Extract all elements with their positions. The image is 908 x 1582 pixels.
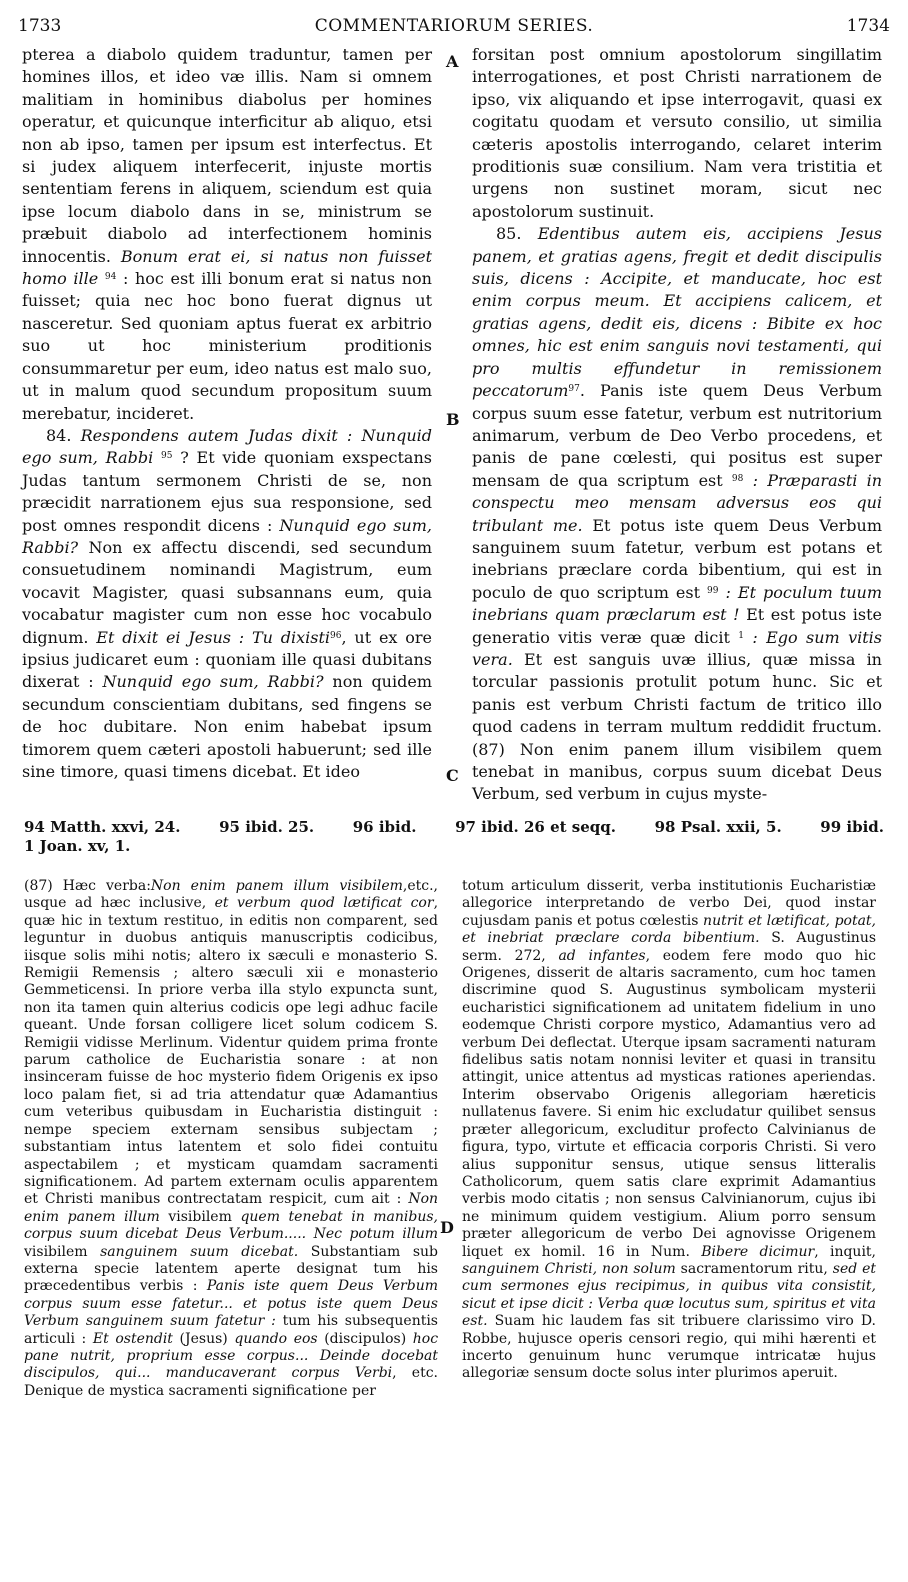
scripture-quote: Et dixit ei Jesus : Tu dixisti [96,627,331,647]
paragraph: forsitan post omnium apostolorum singillatim interrogationes, et post Christi narrationem de ipso, vix aliquando et ipse interrogavit, quasi ex cogitatu quodam et versuto consilio, ut similia cæteris apostolis interrogando, celaret interim proditionis suæ consilium. Nam vera tristitia et urgens non sustinet moram, sicut nec apostolorum sustinuit. [472,45,882,221]
footnote-ref: 1 [738,630,744,641]
footnote-98: 98 Psal. xxii, 5. [654,818,782,836]
scripture-quote: Nunquid ego sum, Rabbi? [22,515,432,557]
page-number-right: 1734 [846,16,890,36]
scripture-quote: : Ego sum vitis vera. [472,627,882,669]
footnote-row [24,818,884,837]
footnote-97: 97 ibid. 26 et seqq. [455,818,616,836]
footnote-ref: 96 [330,630,342,641]
scripture-quote: Bonum erat ei, si natus non fuisset homo ille [22,246,432,289]
margin-marker-d: D [440,1218,454,1237]
footnote-99: 99 ibid. [820,818,884,836]
note-87-continued: totum articulum disserit, verba institutionis Eucharistiæ allegorice interpretando de verbo Dei, quod instar cujusdam panis et potus cœlestis nutrit et lætificat, potat, et inebriat præclare corda bibentium. S. Augustinus serm. 272, ad infantes, eodem fere modo quo hic Origenes, disserit de altaris sacramento, cum hoc tamen discrimine quod S. Augustinus symbolicam mysterii eucharistici significationem ad unitatem fidelium in uno eodemque Christi corpore mystico, Adamantius vero ad verbum Dei deflectat. Uterque ipsam sacramenti naturam fidelibus satis notam nonnisi leviter et quasi in transitu attingit, unice attentus ad mysticas rationes aperiendas. Interim observabo Origenis allegoriam hæreticis nullatenus favere. Si enim hic excludatur quilibet sensus præter allegoricum, excluditur profecto Calvinianus de figura, typo, virtute et efficacia corporis Christi. Si vero alius supponitur sensus, utique sensus litteralis Catholicorum, quem satis clare exprimit Adamantius verbis modo citatis ; non sensus Calvinianorum, cujus ibi ne minimum quidem vestigium. Alium porro sensum præter allegoricum de verbo Dei agnovisse Origenem liquet ex homil. 16 in Num. Bibere dicimur, inquit, sanguinem Christi, non solum sacramentorum ritu, sed et cum sermones ejus recipimus, in quibus vita consistit, sicut et ipse dicit : Verba quæ locutus sum, spiritus et vita est. Suam hic laudem fas sit tribuere clarissimo viro D. Robbe, hujusce operis censori regio, qui mihi hærenti et incerto genuinum hunc verumque intricatæ hujus allegoriæ sensum docte solus inter plurimos aperuit. [462,878,877,1382]
margin-marker-b: B [446,410,460,429]
editorial-notes-right-column [462,878,876,1383]
running-title: COMMENTARIORUM SERIES. [314,16,594,36]
footnote-ref: 95 [160,451,173,462]
paragraph: pterea a diabolo quidem traduntur, tamen per homines illos, et ideo væ illis. Nam si omnem malitiam in hominibus diabolus per homines operatur, et quicunque interficitur ab aliquo, etsi non ab ipso, tamen per ipsum est interfectus. Et si judex aliquem interfecerit, injuste mortis sententiam ferens in aliquem, sciendum est quia ipse locum diabolo dans in se, ministrum se præbuit diabolo ad interfectionem hominis innocentis. Bonum erat ei, si natus non fuisset homo ille $^{94}$ : hoc est illi bonum erat si natus non fuisset; quia nec hoc bono fuerat dignus ut nasceretur. Sed quoniam aptus fuerat ex arbitrio suo ut hoc ministerium proditionis consummaretur per eum, ideo natus est malo suo, ut in malum quod secundum propositum suum merebatur, incideret. [22,45,432,423]
footnote-ref: 97 [568,384,580,395]
margin-marker-c: C [446,766,459,785]
scripture-quote: : Et poculum tuum inebrians quam præclarum est ! [472,582,882,625]
footnotes [24,818,884,856]
main-text-right-column [472,44,882,806]
verse-number: 84. [46,425,72,445]
footnote-ref: 98 [731,473,744,484]
footnote-94: 94 Matth. xxvi, 24. [24,818,181,836]
footnote-95: 95 ibid. 25. [219,818,315,836]
scripture-quote: : Præparasti in conspectu meo mensam adversus eos qui tribulant me. [472,470,883,535]
margin-marker-a: A [446,52,459,71]
verse-number: 85. [496,224,522,244]
page-header [18,16,890,40]
paragraph-85: 85. Edentibus autem eis, accipiens Jesus panem, et gratias agens, fregit et dedit discipulis suis, dicens : Accipite, et manducate, hoc est enim corpus meum. Et accipiens calicem, et gratias agens, dedit eis, dicens : Bibite ex hoc omnes, hic est enim sanguis novi testamenti, qui pro multis effundetur in remissionem peccatorum$^{97}$. Panis iste quem Deus Verbum corpus suum esse fatetur, verbum est nutritorium animarum, verbum de Deo Verbo procedens, et panis de pane cœlesti, qui positus est super mensam de qua scriptum est $^{98}$ : Præparasti in conspectu meo mensam adversus eos qui tribulant me. Et potus iste quem Deus Verbum sanguinem suum fatetur, verbum est potans et inebrians præclare corda bibentium, qui est in poculo de quo scriptum est $^{99}$ : Et poculum tuum inebrians quam præclarum est ! Et est potus iste generatio vitis veræ quæ dicit $^1$ : Ego sum vitis vera. Et est sanguis uvæ illius, quæ missa in torcular passionis protulit potum hunc. Sic et panis est verbum Christi factum de tritico illo quod cadens in terram multum reddidit fructum.(87) Non enim panem illum visibilem quem tenebat in manibus, corpus suum dicebat Deus Verbum, sed verbum in cujus myste- [472,224,883,804]
note-87: (87) Hæc verba:Non enim panem illum visibilem,etc., usque ad hæc inclusive, et verbum quod lætificat cor, quæ hic in textum restituo, in editis non comparent, sed leguntur in duobus antiquis manuscriptis codicibus, iisque solis mihi notis; altero ix sæculi e monasterio S. Remigii Remensis ; altero sæculi xii e monasterio Gemmeticensi. In priore verba illa stylo expuncta sunt, non ita tamen quin alterius codicis ope legi adhuc facile queant. Unde forsan colligere licet solum codicem S. Remigii vidisse Merlinum. Videntur quidem prima fronte parum catholice de Eucharistia sonare : at non insinceram fuisse de hoc mysterio fidem Origenis ex ipso loco palam fiet, si ad tria attendatur quæ Adamantius cum veteribus quibusdam in Eucharistia distinguit : nempe speciem externam sensibus subjectam ; substantiam intus latentem et solo fidei contuitu aspectabilem ; et mysticam quamdam sacramenti significationem. Ad partem externam oculis apparentem et Christi manibus contrectatam respicit, cum ait : Non enim panem illum visibilem quem tenebat in manibus, corpus suum dicebat Deus Verbum..... Nec potum illum visibilem sanguinem suum dicebat. Substantiam sub externa specie latentem aperte designat tum his præcedentibus verbis : Panis iste quem Deus Verbum corpus suum esse fatetur... et potus iste quem Deus Verbum sanguinem suum fatetur : tum his subsequentis articuli : Et ostendit (Jesus) quando eos (discipulos) hoc pane nutrit, proprium esse corpus... Deinde docebat discipulos, qui... manducaverant corpus Verbi, etc. Denique de mystica sacramenti significatione per [24,878,439,1399]
footnote-1: 1 Joan. xv, 1. [24,837,131,855]
footnote-ref: 99 [707,585,719,596]
main-text-left-column [22,44,432,783]
scripture-quote: Edentibus autem eis, accipiens Jesus panem, et gratias agens, fregit et dedit discipulis suis, dicens : Accipite, et manducate, hoc est enim corpus meum. Et accipiens calicem, et gratias agens, dedit eis, dicens : Bibite ex hoc omnes, hic est enim sanguis novi testamenti, qui pro multis effundetur in remissionem peccatorum [472,224,882,401]
scripture-quote: Respondens autem Judas dixit : Nunquid ego sum, Rabbi [22,425,432,468]
footnote-ref: 94 [104,272,117,283]
scripture-quote: Nunquid ego sum, Rabbi? [102,672,324,692]
page-number-left: 1733 [18,16,62,36]
footnote-96: 96 ibid. [352,818,417,836]
paragraph-84: 84. Respondens autem Judas dixit : Nunquid ego sum, Rabbi $^{95}$ ? Et vide quoniam exspectans Judas tantum sermonem Christi de se, non præcidit narrationem ejus sua responsione, sed post omnes respondit dicens : Nunquid ego sum, Rabbi? Non ex affectu discendi, sed secundum consuetudinem nominandi Magistrum, eum vocavit Magister, quasi subsannans eum, quia vocabatur magister cum non esse hoc vocabulo dignum. Et dixit ei Jesus : Tu dixisti$^{96}$, ut ex ore ipsius judicaret eum : quoniam ille quasi dubitans dixerat : Nunquid ego sum, Rabbi? non quidem secundum conscientiam dubitans, sed fingens se de hoc dubitare. Non enim habebat ipsum timorem quem cæteri apostoli habuerunt; sed ille sine timore, quasi timens dicebat. Et ideo [22,425,433,781]
editorial-notes-left-column [24,878,438,1400]
